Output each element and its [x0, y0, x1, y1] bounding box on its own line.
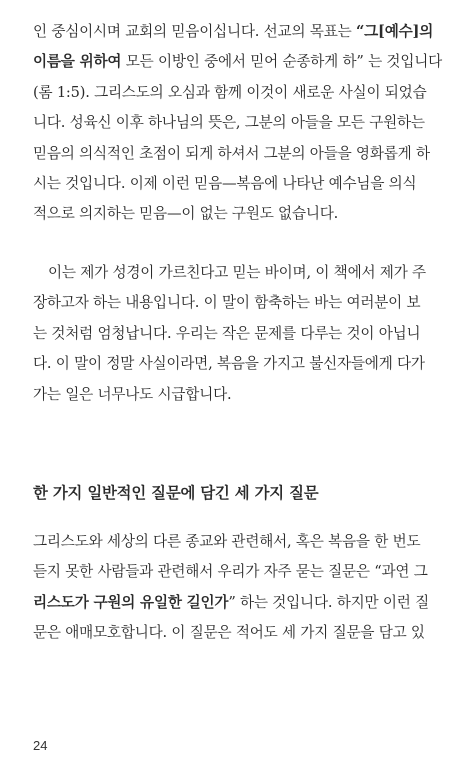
paragraph-2-line-5: 가는 일은 너무나도 시급합니다.: [33, 385, 232, 403]
emphasis-text: 리스도가 구원의 유일한 길인가: [33, 593, 229, 611]
emphasis-text: 이름을 위하여: [33, 53, 122, 71]
paragraph-2-line-2: 장하고자 하는 내용입니다. 이 말이 함축하는 바는 여러분이 보: [33, 294, 421, 312]
paragraph-1-line-6: 시는 것입니다. 이제 이런 믿음—복음에 나타난 예수님을 의식: [33, 175, 417, 193]
paragraph-1-line-5: 믿음의 의식적인 초점이 되게 하셔서 그분의 아들을 영화롭게 하: [33, 144, 430, 162]
paragraph-3: [33, 527, 445, 649]
paragraph-1-line-2: [33, 47, 445, 77]
paragraph-2-line-4: 다. 이 말이 정말 사실이라면, 복음을 가지고 불신자들에게 다가: [33, 355, 425, 373]
paragraph-1-line-1: [33, 17, 445, 47]
text-run: 인 중심이시며 교회의 믿음이십니다. 선교의 목표는: [33, 23, 356, 40]
text-run: ” 하는 것입니다. 하지만 이런 질: [228, 593, 429, 611]
paragraph-1-line-4: 니다. 성육신 이후 하나님의 뜻은, 그분의 아들을 모든 구원하는: [33, 114, 425, 132]
section-heading: 한 가지 일반적인 질문에 담긴 세 가지 질문: [33, 484, 319, 502]
paragraph-1: [33, 17, 445, 230]
paragraph-1-line-3: (롬 1:5). 그리스도의 오심과 함께 이것이 새로운 사실이 되었습: [33, 83, 427, 101]
paragraph-3-line-4: 문은 애매모호합니다. 이 질문은 적어도 세 가지 질문을 담고 있: [33, 624, 425, 642]
paragraph-2-line-3: 는 것처럼 엄청납니다. 우리는 작은 문제를 다루는 것이 아닙니: [33, 324, 421, 342]
text-run: 모든 이방인 중에서 믿어 순종하게 하” 는 것입니다: [121, 53, 443, 71]
paragraph-3-line-2: 듣지 못한 사람들과 관련해서 우리가 자주 묻는 질문은 “과연 그: [33, 563, 428, 581]
page-number: 24: [33, 738, 48, 753]
paragraph-1-line-7: 적으로 의지하는 믿음—이 없는 구원도 없습니다.: [33, 205, 339, 223]
paragraph-2-line-1: 이는 제가 성경이 가르친다고 믿는 바이며, 이 책에서 제가 주: [48, 264, 426, 281]
paragraph-3-line-3: [33, 588, 445, 618]
emphasis-text: “그[예수]의: [355, 23, 434, 40]
paragraph-2: [33, 258, 445, 410]
paragraph-3-line-1: 그리스도와 세상의 다른 종교와 관련해서, 혹은 복음을 한 번도: [33, 533, 421, 550]
